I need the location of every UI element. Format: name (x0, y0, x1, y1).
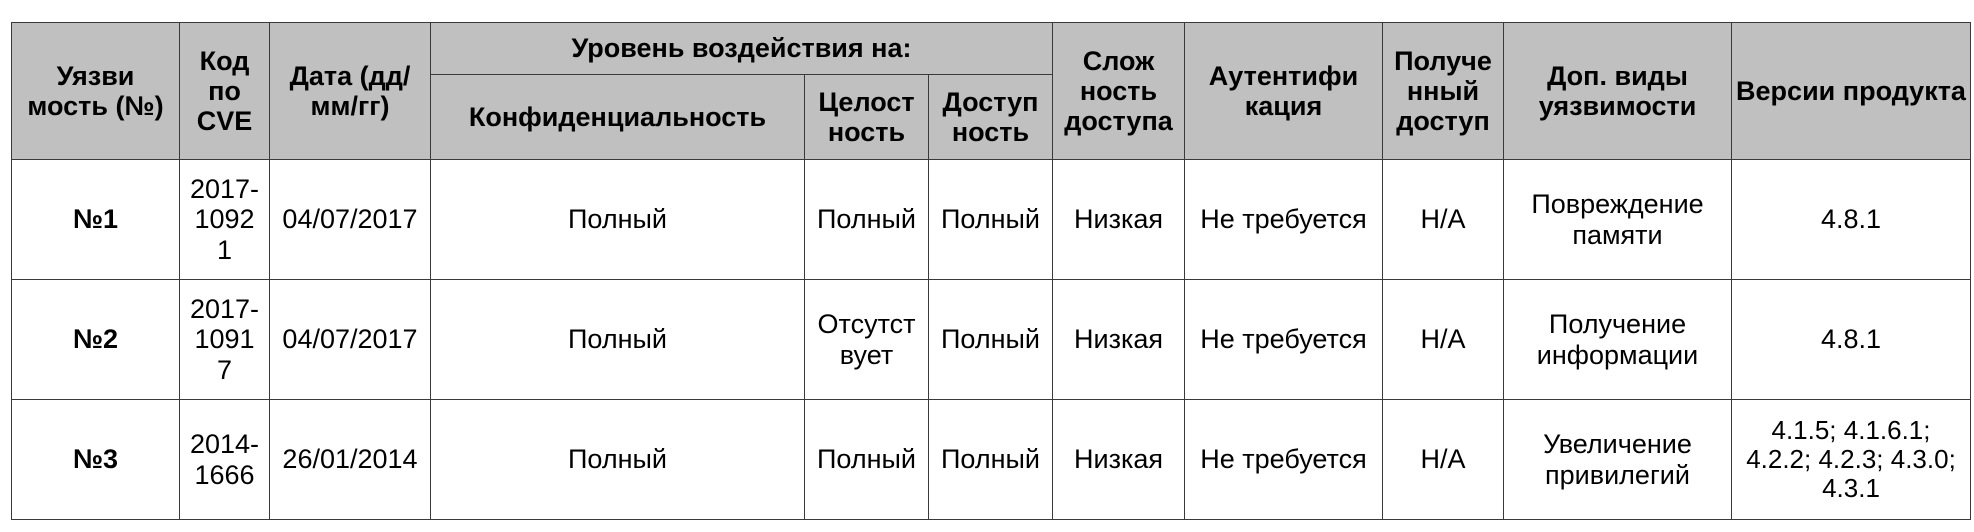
cell-confidentiality: Полный (431, 280, 805, 400)
header-authentication: Аутентифи кация (1185, 23, 1383, 160)
cell-access-complexity: Низкая (1053, 160, 1185, 280)
header-cve-code: Код по CVE (180, 23, 270, 160)
cell-versions: 4.1.5; 4.1.6.1; 4.2.2; 4.2.3; 4.3.0; 4.3.1 (1732, 400, 1971, 520)
header-impact-group: Уровень воздействия на: (431, 23, 1053, 75)
header-confidentiality: Конфиденциальность (431, 75, 805, 160)
table-body (12, 160, 1971, 520)
header-date: Дата (дд/ мм/гг) (270, 23, 431, 160)
cell-integrity: Полный (805, 400, 929, 520)
header-access-complexity: Слож ность доступа (1053, 23, 1185, 160)
cell-extra-types: Увеличение привилегий (1504, 400, 1732, 520)
header-versions: Версии продукта (1732, 23, 1971, 160)
cell-cve-code: 2014-1666 (180, 400, 270, 520)
cell-confidentiality: Полный (431, 160, 805, 280)
cell-access-complexity: Низкая (1053, 400, 1185, 520)
cell-authentication: Не требуется (1185, 160, 1383, 280)
header-availability: Доступ ность (929, 75, 1053, 160)
header-extra-types: Доп. виды уязвимости (1504, 23, 1732, 160)
cell-gained-access: Н/А (1383, 280, 1504, 400)
cell-authentication: Не требуется (1185, 280, 1383, 400)
table-row (12, 160, 1971, 280)
cell-integrity: Полный (805, 160, 929, 280)
cell-versions: 4.8.1 (1732, 280, 1971, 400)
cell-integrity: Отсутст вует (805, 280, 929, 400)
cell-availability: Полный (929, 280, 1053, 400)
cell-vuln-number: №3 (12, 400, 180, 520)
header-vuln-number: Уязви мость (№) (12, 23, 180, 160)
cell-authentication: Не требуется (1185, 400, 1383, 520)
cell-gained-access: Н/А (1383, 160, 1504, 280)
cell-extra-types: Получение информации (1504, 280, 1732, 400)
cell-date: 26/01/2014 (270, 400, 431, 520)
cell-availability: Полный (929, 400, 1053, 520)
table-row (12, 280, 1971, 400)
table-row (12, 400, 1971, 520)
cell-access-complexity: Низкая (1053, 280, 1185, 400)
cell-gained-access: Н/А (1383, 400, 1504, 520)
cell-vuln-number: №2 (12, 280, 180, 400)
cell-versions: 4.8.1 (1732, 160, 1971, 280)
cell-date: 04/07/2017 (270, 280, 431, 400)
cell-confidentiality: Полный (431, 400, 805, 520)
header-row-top (12, 23, 1971, 75)
table-header (12, 23, 1971, 160)
cell-vuln-number: №1 (12, 160, 180, 280)
cell-date: 04/07/2017 (270, 160, 431, 280)
cell-cve-code: 2017-1092 1 (180, 160, 270, 280)
vulnerability-table (11, 22, 1971, 520)
header-gained-access: Получе нный доступ (1383, 23, 1504, 160)
header-integrity: Целост ность (805, 75, 929, 160)
cell-availability: Полный (929, 160, 1053, 280)
cell-cve-code: 2017-1091 7 (180, 280, 270, 400)
cell-extra-types: Повреждение памяти (1504, 160, 1732, 280)
